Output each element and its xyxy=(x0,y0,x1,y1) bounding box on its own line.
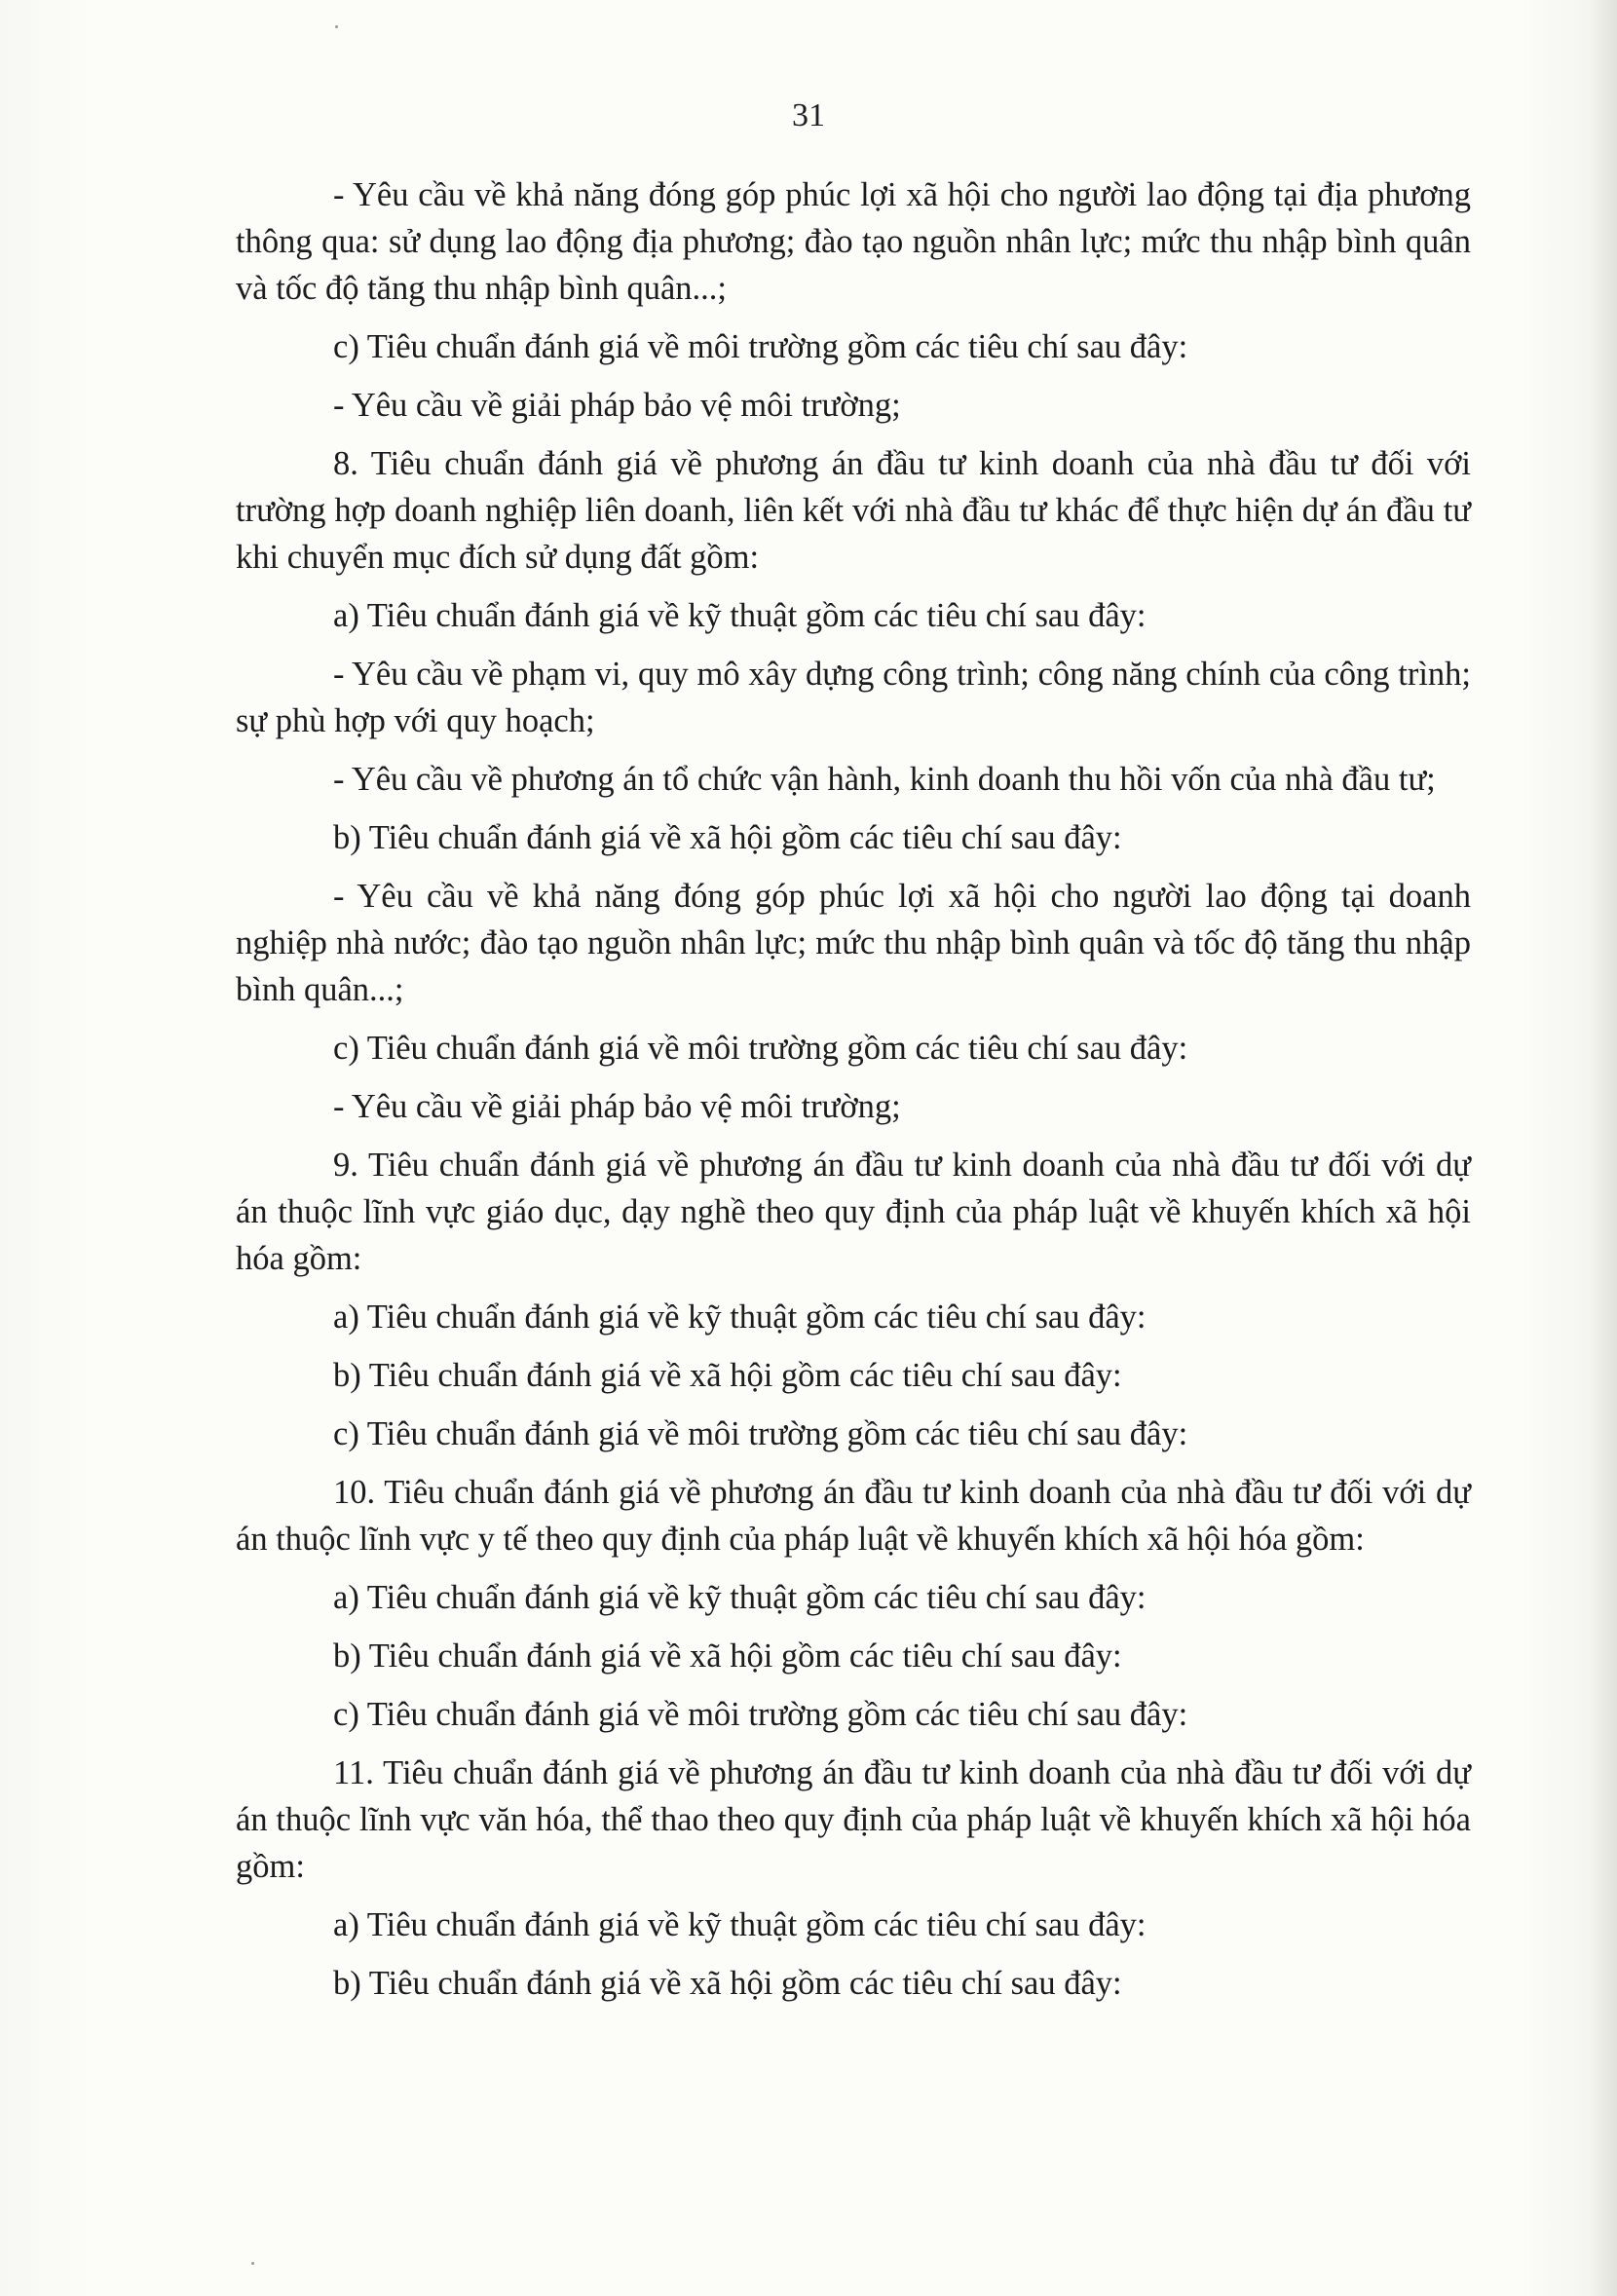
paragraph: - Yêu cầu về giải pháp bảo vệ môi trường; xyxy=(333,387,901,424)
paragraph: b) Tiêu chuẩn đánh giá về xã hội gồm các tiêu chí sau đây: xyxy=(333,819,1122,856)
paragraph: - Yêu cầu về khả năng đóng góp phúc lợi xã hội cho người lao động tại doanh nghiệp nhà nước; đào tạo nguồn nhân lực; mức thu nhập bình quân và tốc độ tăng thu nhập bình quân...; xyxy=(236,878,1471,1008)
paragraph: b) Tiêu chuẩn đánh giá về xã hội gồm các tiêu chí sau đây: xyxy=(333,1357,1122,1394)
paragraph: - Yêu cầu về khả năng đóng góp phúc lợi xã hội cho người lao động tại địa phương thông qua: sử dụng lao động địa phương; đào tạo nguồn nhân lực; mức thu nhập bình quân và tốc độ tăng thu nhập bình quân...; xyxy=(236,176,1471,307)
paragraph: c) Tiêu chuẩn đánh giá về môi trường gồm các tiêu chí sau đây: xyxy=(333,1030,1188,1067)
paragraph: c) Tiêu chuẩn đánh giá về môi trường gồm các tiêu chí sau đây: xyxy=(333,1696,1188,1733)
paragraph: - Yêu cầu về giải pháp bảo vệ môi trường; xyxy=(333,1088,901,1125)
paragraph: a) Tiêu chuẩn đánh giá về kỹ thuật gồm các tiêu chí sau đây: xyxy=(333,1579,1147,1616)
paragraph: b) Tiêu chuẩn đánh giá về xã hội gồm các tiêu chí sau đây: xyxy=(333,1637,1122,1675)
paragraph: 9. Tiêu chuẩn đánh giá về phương án đầu tư kinh doanh của nhà đầu tư đối với dự án thuộc lĩnh vực giáo dục, dạy nghề theo quy định của pháp luật về khuyến khích xã hội hóa gồm: xyxy=(236,1147,1471,1277)
page-edge-shadow xyxy=(1590,0,1617,2296)
scan-speck xyxy=(251,2262,254,2265)
paragraph: a) Tiêu chuẩn đánh giá về kỹ thuật gồm các tiêu chí sau đây: xyxy=(333,597,1147,634)
paragraph: a) Tiêu chuẩn đánh giá về kỹ thuật gồm các tiêu chí sau đây: xyxy=(333,1299,1147,1336)
paragraph: 8. Tiêu chuẩn đánh giá về phương án đầu tư kinh doanh của nhà đầu tư đối với trường hợp doanh nghiệp liên doanh, liên kết với nhà đầu tư khác để thực hiện dự án đầu tư khi chuyển mục đích sử dụng đất gồm: xyxy=(236,445,1471,576)
paragraph: - Yêu cầu về phương án tổ chức vận hành, kinh doanh thu hồi vốn của nhà đầu tư; xyxy=(333,761,1436,798)
paragraph: 10. Tiêu chuẩn đánh giá về phương án đầu tư kinh doanh của nhà đầu tư đối với dự án thuộc lĩnh vực y tế theo quy định của pháp luật về khuyến khích xã hội hóa gồm: xyxy=(236,1474,1471,1558)
paragraph: c) Tiêu chuẩn đánh giá về môi trường gồm các tiêu chí sau đây: xyxy=(333,328,1188,365)
paragraph: c) Tiêu chuẩn đánh giá về môi trường gồm các tiêu chí sau đây: xyxy=(333,1415,1188,1452)
document-body xyxy=(236,171,1471,2018)
page-number: 31 xyxy=(792,97,825,133)
paragraph: a) Tiêu chuẩn đánh giá về kỹ thuật gồm các tiêu chí sau đây: xyxy=(333,1906,1147,1943)
scan-speck xyxy=(335,25,338,28)
paragraph: - Yêu cầu về phạm vi, quy mô xây dựng công trình; công năng chính của công trình; sự phù hợp với quy hoạch; xyxy=(236,656,1471,739)
paragraph: 11. Tiêu chuẩn đánh giá về phương án đầu tư kinh doanh của nhà đầu tư đối với dự án thuộc lĩnh vực văn hóa, thể thao theo quy định của pháp luật về khuyến khích xã hội hóa gồm: xyxy=(236,1754,1471,1885)
paragraph: b) Tiêu chuẩn đánh giá về xã hội gồm các tiêu chí sau đây: xyxy=(333,1965,1122,2002)
